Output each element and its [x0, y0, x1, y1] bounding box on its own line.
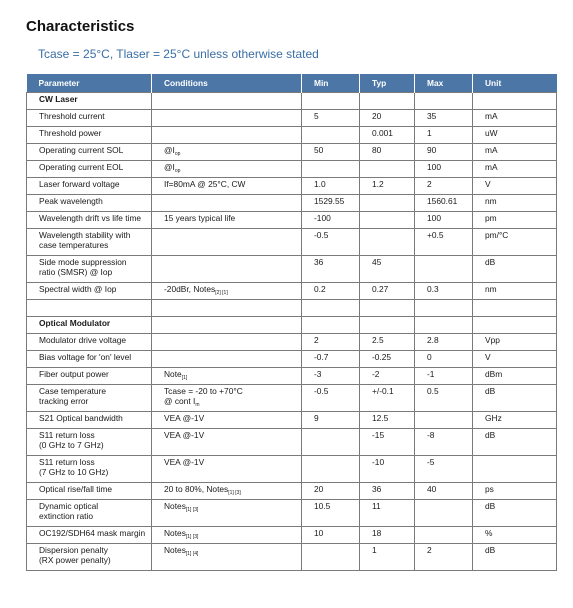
- max-cell: [415, 368, 473, 385]
- min-cell: [302, 527, 360, 544]
- typ-cell: [360, 527, 415, 544]
- min-text: 0.2: [314, 284, 326, 294]
- typ-cell: [360, 300, 415, 317]
- typ-text: 1.2: [372, 179, 384, 189]
- conditions-cell: [152, 351, 302, 368]
- table-row: [27, 429, 557, 456]
- unit-text: ps: [485, 484, 494, 494]
- unit-cell: [473, 385, 557, 412]
- parameter-text: Side mode suppression ratio (SMSR) @ Iop: [39, 257, 127, 277]
- typ-cell: [360, 385, 415, 412]
- unit-cell: [473, 483, 557, 500]
- typ-text: 11: [372, 501, 381, 511]
- condition-subscript: [2] [1]: [215, 290, 228, 296]
- parameter-text: Optical Modulator: [39, 318, 111, 328]
- unit-text: %: [485, 528, 493, 538]
- typ-cell: [360, 334, 415, 351]
- typ-cell: [360, 93, 415, 110]
- table-row: [27, 527, 557, 544]
- typ-cell: [360, 144, 415, 161]
- typ-cell: [360, 283, 415, 300]
- unit-cell: [473, 334, 557, 351]
- min-cell: [302, 178, 360, 195]
- table-row: [27, 483, 557, 500]
- header-unit: Unit: [473, 74, 557, 93]
- conditions-cell: [152, 127, 302, 144]
- min-cell: [302, 229, 360, 256]
- unit-text: dBm: [485, 369, 503, 379]
- table-row: [27, 256, 557, 283]
- parameter-cell: [27, 93, 152, 110]
- min-text: 10: [314, 528, 324, 538]
- typ-cell: [360, 178, 415, 195]
- table-row: [27, 385, 557, 412]
- parameter-cell: [27, 483, 152, 500]
- max-text: 100: [427, 162, 441, 172]
- min-cell: [302, 110, 360, 127]
- max-cell: [415, 110, 473, 127]
- min-cell: [302, 429, 360, 456]
- min-text: -0.5: [314, 386, 329, 396]
- parameter-cell: [27, 429, 152, 456]
- conditions-cell: [152, 161, 302, 178]
- conditions-cell: [152, 256, 302, 283]
- min-text: -3: [314, 369, 322, 379]
- max-cell: [415, 429, 473, 456]
- parameter-text: Modulator drive voltage: [39, 335, 127, 345]
- parameter-text: Operating current EOL: [39, 162, 124, 172]
- max-cell: [415, 334, 473, 351]
- conditions-cell: [152, 144, 302, 161]
- conditions-cell: [152, 500, 302, 527]
- max-cell: [415, 456, 473, 483]
- unit-cell: [473, 429, 557, 456]
- min-text: 10.5: [314, 501, 331, 511]
- typ-cell: [360, 412, 415, 429]
- unit-text: Vpp: [485, 335, 500, 345]
- unit-cell: [473, 544, 557, 571]
- max-cell: [415, 178, 473, 195]
- typ-text: 12.5: [372, 413, 389, 423]
- max-cell: [415, 300, 473, 317]
- table-row: [27, 500, 557, 527]
- min-cell: [302, 456, 360, 483]
- condition-subscript: op: [174, 168, 181, 174]
- table-row: [27, 161, 557, 178]
- min-text: 20: [314, 484, 324, 494]
- unit-cell: [473, 456, 557, 483]
- min-cell: [302, 317, 360, 334]
- conditions-cell: [152, 412, 302, 429]
- unit-text: dB: [485, 257, 496, 267]
- parameter-text: Dispersion penalty (RX power penalty): [39, 545, 111, 565]
- unit-cell: [473, 178, 557, 195]
- max-text: 1: [427, 128, 432, 138]
- parameter-cell: [27, 161, 152, 178]
- typ-text: -0.25: [372, 352, 392, 362]
- conditions-text: VEA @-1V: [164, 457, 205, 467]
- unit-cell: [473, 317, 557, 334]
- min-text: 36: [314, 257, 324, 267]
- parameter-text: Bias voltage for 'on' level: [39, 352, 132, 362]
- table-body: [27, 93, 557, 571]
- conditions-subtitle: Tcase = 25°C, Tlaser = 25°C unless otherwise stated: [38, 47, 319, 61]
- table-row: [27, 212, 557, 229]
- typ-text: -2: [372, 369, 380, 379]
- typ-text: -10: [372, 457, 385, 467]
- min-cell: [302, 300, 360, 317]
- max-cell: [415, 412, 473, 429]
- min-cell: [302, 212, 360, 229]
- parameter-cell: [27, 229, 152, 256]
- parameter-text: S11 return loss (0 GHz to 7 GHz): [39, 430, 104, 450]
- parameter-cell: [27, 127, 152, 144]
- max-text: 100: [427, 213, 441, 223]
- min-cell: [302, 368, 360, 385]
- min-text: 50: [314, 145, 324, 155]
- typ-text: 2.5: [372, 335, 384, 345]
- parameter-text: S11 return loss (7 GHz to 10 GHz): [39, 457, 109, 477]
- max-text: 0: [427, 352, 432, 362]
- min-cell: [302, 544, 360, 571]
- conditions-text: Notes: [164, 501, 186, 511]
- typ-cell: [360, 544, 415, 571]
- parameter-text: Fiber output power: [39, 369, 109, 379]
- table-row: [27, 368, 557, 385]
- max-text: -5: [427, 457, 435, 467]
- unit-cell: [473, 300, 557, 317]
- table-row: [27, 144, 557, 161]
- conditions-text: Notes: [164, 545, 186, 555]
- parameter-cell: [27, 368, 152, 385]
- unit-text: dB: [485, 545, 496, 555]
- typ-cell: [360, 110, 415, 127]
- parameter-cell: [27, 212, 152, 229]
- conditions-cell: [152, 300, 302, 317]
- min-cell: [302, 500, 360, 527]
- section-header-row: [27, 317, 557, 334]
- unit-cell: [473, 195, 557, 212]
- unit-cell: [473, 368, 557, 385]
- max-text: -1: [427, 369, 435, 379]
- unit-text: uW: [485, 128, 498, 138]
- min-cell: [302, 385, 360, 412]
- condition-subscript: op: [174, 151, 181, 157]
- max-cell: [415, 93, 473, 110]
- section-header-row: [27, 93, 557, 110]
- condition-subscript: [1] [3]: [185, 534, 199, 540]
- conditions-cell: [152, 544, 302, 571]
- conditions-cell: [152, 334, 302, 351]
- unit-text: pm: [485, 213, 497, 223]
- parameter-text: Peak wavelength: [39, 196, 103, 206]
- conditions-cell: [152, 368, 302, 385]
- typ-cell: [360, 368, 415, 385]
- max-text: 0.5: [427, 386, 439, 396]
- typ-text: 0.27: [372, 284, 389, 294]
- table-row: [27, 544, 557, 571]
- parameter-text: Laser forward voltage: [39, 179, 120, 189]
- condition-subscript: [1] [4]: [185, 551, 199, 557]
- conditions-text: Note: [164, 369, 182, 379]
- min-text: 2: [314, 335, 319, 345]
- parameter-cell: [27, 385, 152, 412]
- unit-cell: [473, 212, 557, 229]
- table-row: [27, 412, 557, 429]
- table-row: [27, 110, 557, 127]
- unit-cell: [473, 127, 557, 144]
- max-text: 2: [427, 179, 432, 189]
- min-text: -100: [314, 213, 331, 223]
- parameter-text: Dynamic optical extinction ratio: [39, 501, 99, 521]
- max-cell: [415, 283, 473, 300]
- typ-cell: [360, 317, 415, 334]
- conditions-cell: [152, 212, 302, 229]
- typ-text: 36: [372, 484, 382, 494]
- parameter-text: Wavelength stability with case temperatures: [39, 230, 131, 250]
- parameter-cell: [27, 256, 152, 283]
- max-cell: [415, 385, 473, 412]
- min-text: 1.0: [314, 179, 326, 189]
- parameter-cell: [27, 283, 152, 300]
- parameter-text: CW Laser: [39, 94, 78, 104]
- max-cell: [415, 500, 473, 527]
- header-max: Max: [415, 74, 473, 93]
- conditions-cell: [152, 195, 302, 212]
- min-cell: [302, 195, 360, 212]
- parameter-cell: [27, 300, 152, 317]
- typ-cell: [360, 229, 415, 256]
- typ-cell: [360, 256, 415, 283]
- max-text: 40: [427, 484, 437, 494]
- parameter-cell: [27, 110, 152, 127]
- unit-text: V: [485, 179, 491, 189]
- unit-text: mA: [485, 111, 498, 121]
- parameter-text: Spectral width @ Iop: [39, 284, 117, 294]
- min-cell: [302, 412, 360, 429]
- parameter-cell: [27, 456, 152, 483]
- typ-text: 1: [372, 545, 377, 555]
- typ-cell: [360, 429, 415, 456]
- min-text: 9: [314, 413, 319, 423]
- parameter-text: Threshold current: [39, 111, 105, 121]
- max-cell: [415, 212, 473, 229]
- unit-text: pm/°C: [485, 230, 509, 240]
- max-text: 0.3: [427, 284, 439, 294]
- conditions-text: VEA @-1V: [164, 430, 205, 440]
- max-cell: [415, 127, 473, 144]
- condition-subscript: m: [195, 402, 200, 408]
- max-cell: [415, 527, 473, 544]
- unit-text: nm: [485, 196, 497, 206]
- table-header-row: [27, 74, 557, 93]
- typ-cell: [360, 127, 415, 144]
- unit-cell: [473, 110, 557, 127]
- parameter-text: Case temperature tracking error: [39, 386, 107, 406]
- conditions-cell: [152, 229, 302, 256]
- max-text: 90: [427, 145, 437, 155]
- unit-text: dB: [485, 430, 496, 440]
- max-cell: [415, 229, 473, 256]
- conditions-text: Notes: [164, 528, 186, 538]
- unit-text: mA: [485, 162, 498, 172]
- min-text: -0.7: [314, 352, 329, 362]
- conditions-cell: [152, 527, 302, 544]
- unit-cell: [473, 351, 557, 368]
- parameter-cell: [27, 527, 152, 544]
- min-text: 5: [314, 111, 319, 121]
- unit-text: nm: [485, 284, 497, 294]
- max-text: 2: [427, 545, 432, 555]
- typ-cell: [360, 195, 415, 212]
- min-cell: [302, 161, 360, 178]
- conditions-text: If=80mA @ 25°C, CW: [164, 179, 246, 189]
- max-cell: [415, 144, 473, 161]
- typ-cell: [360, 500, 415, 527]
- typ-text: 80: [372, 145, 382, 155]
- characteristics-table: [26, 74, 557, 571]
- parameter-text: Threshold power: [39, 128, 102, 138]
- conditions-cell: [152, 483, 302, 500]
- unit-cell: [473, 412, 557, 429]
- typ-text: 0.001: [372, 128, 393, 138]
- table-row: [27, 351, 557, 368]
- unit-text: mA: [485, 145, 498, 155]
- table-row: [27, 283, 557, 300]
- typ-text: +/-0.1: [372, 386, 394, 396]
- conditions-cell: [152, 385, 302, 412]
- max-cell: [415, 161, 473, 178]
- unit-cell: [473, 527, 557, 544]
- max-cell: [415, 317, 473, 334]
- conditions-text: VEA @-1V: [164, 413, 205, 423]
- typ-cell: [360, 161, 415, 178]
- max-text: +0.5: [427, 230, 444, 240]
- table-row: [27, 195, 557, 212]
- parameter-cell: [27, 334, 152, 351]
- min-cell: [302, 127, 360, 144]
- max-text: 35: [427, 111, 437, 121]
- min-cell: [302, 93, 360, 110]
- header-conditions: Conditions: [152, 74, 302, 93]
- min-cell: [302, 351, 360, 368]
- parameter-text: Optical rise/fall time: [39, 484, 113, 494]
- conditions-cell: [152, 283, 302, 300]
- conditions-cell: [152, 429, 302, 456]
- conditions-cell: [152, 93, 302, 110]
- min-cell: [302, 256, 360, 283]
- parameter-cell: [27, 317, 152, 334]
- table-row: [27, 127, 557, 144]
- max-text: -8: [427, 430, 435, 440]
- conditions-text: 20 to 80%, Notes: [164, 484, 229, 494]
- parameter-text: Wavelength drift vs life time: [39, 213, 142, 223]
- parameter-text: Operating current SOL: [39, 145, 124, 155]
- table-row: [27, 300, 557, 317]
- unit-cell: [473, 256, 557, 283]
- condition-subscript: [1] [3]: [228, 490, 241, 496]
- parameter-text: OC192/SDH64 mask margin: [39, 528, 146, 538]
- max-cell: [415, 256, 473, 283]
- unit-cell: [473, 283, 557, 300]
- table-row: [27, 334, 557, 351]
- typ-text: 45: [372, 257, 382, 267]
- conditions-text: Tcase = -20 to +70°C @ cont I: [164, 386, 243, 406]
- conditions-cell: [152, 456, 302, 483]
- unit-text: dB: [485, 501, 496, 511]
- max-text: 1560.61: [427, 196, 458, 206]
- unit-cell: [473, 229, 557, 256]
- unit-text: V: [485, 352, 491, 362]
- unit-cell: [473, 144, 557, 161]
- unit-text: dB: [485, 386, 496, 396]
- conditions-cell: [152, 178, 302, 195]
- parameter-cell: [27, 195, 152, 212]
- condition-subscript: [1] [3]: [185, 507, 199, 513]
- min-cell: [302, 144, 360, 161]
- max-cell: [415, 195, 473, 212]
- typ-text: -15: [372, 430, 385, 440]
- header-min: Min: [302, 74, 360, 93]
- unit-cell: [473, 161, 557, 178]
- parameter-cell: [27, 351, 152, 368]
- max-text: 2.8: [427, 335, 439, 345]
- conditions-text: -20dBr, Notes: [164, 284, 216, 294]
- unit-text: GHz: [485, 413, 502, 423]
- min-cell: [302, 283, 360, 300]
- table-row: [27, 178, 557, 195]
- table-row: [27, 456, 557, 483]
- min-cell: [302, 334, 360, 351]
- header-typ: Typ: [360, 74, 415, 93]
- typ-text: 20: [372, 111, 382, 121]
- max-cell: [415, 351, 473, 368]
- parameter-cell: [27, 412, 152, 429]
- typ-cell: [360, 212, 415, 229]
- condition-subscript: [1]: [181, 375, 188, 381]
- min-cell: [302, 483, 360, 500]
- conditions-text: @I: [164, 162, 175, 172]
- parameter-cell: [27, 500, 152, 527]
- unit-cell: [473, 500, 557, 527]
- unit-cell: [473, 93, 557, 110]
- page-title: Characteristics: [26, 18, 135, 35]
- parameter-cell: [27, 144, 152, 161]
- min-text: -0.5: [314, 230, 329, 240]
- conditions-cell: [152, 110, 302, 127]
- conditions-cell: [152, 317, 302, 334]
- header-parameter: Parameter: [27, 74, 152, 93]
- conditions-text: 15 years typical life: [164, 213, 236, 223]
- typ-cell: [360, 483, 415, 500]
- parameter-cell: [27, 544, 152, 571]
- parameter-text: S21 Optical bandwidth: [39, 413, 123, 423]
- max-cell: [415, 483, 473, 500]
- min-text: 1529.55: [314, 196, 345, 206]
- table-row: [27, 229, 557, 256]
- typ-cell: [360, 351, 415, 368]
- max-cell: [415, 544, 473, 571]
- typ-cell: [360, 456, 415, 483]
- typ-text: 18: [372, 528, 382, 538]
- parameter-cell: [27, 178, 152, 195]
- conditions-text: @I: [164, 145, 175, 155]
